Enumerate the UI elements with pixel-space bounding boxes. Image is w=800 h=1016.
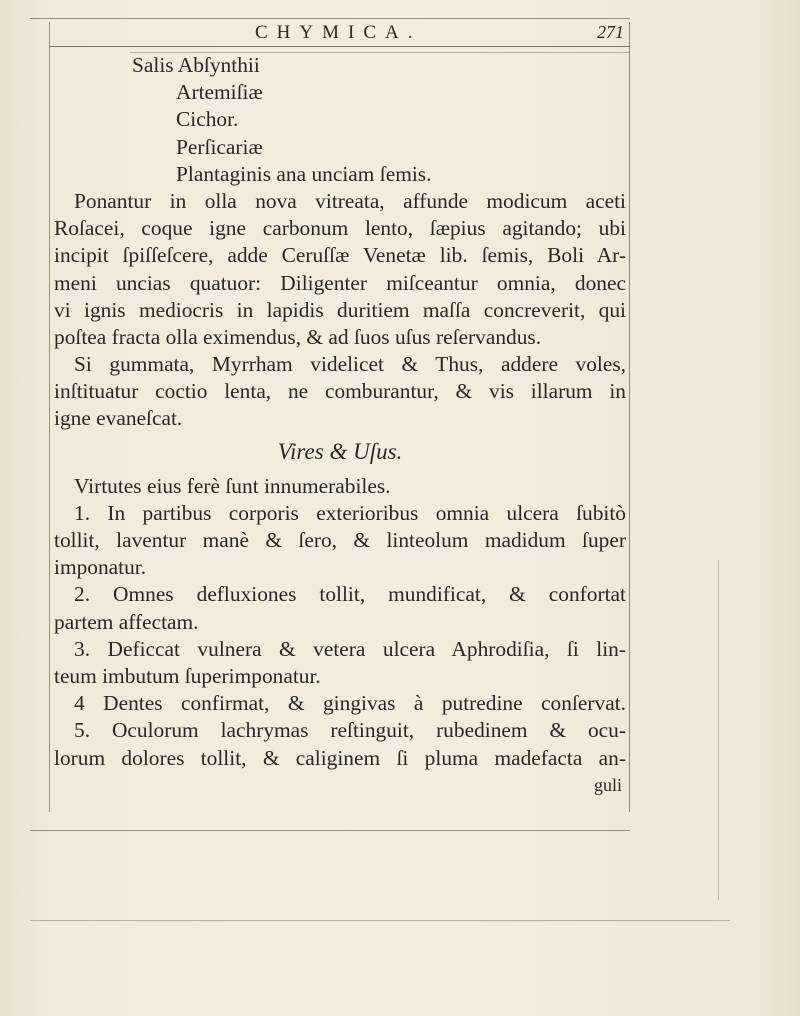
running-head: [50, 22, 630, 46]
virtues-line: imponatur.: [54, 555, 147, 580]
body-line: Si gummata, Myrrham videlicet & Thus, addere voles,: [74, 352, 626, 377]
body-line: igne evaneſcat.: [54, 406, 183, 431]
running-title: CHYMICA.: [255, 22, 422, 43]
virtues-line: teum imbutum ſuperimponatur.: [54, 663, 321, 688]
ingredient-line: Perſicariæ: [176, 134, 263, 159]
ingredient-line: Cichor.: [176, 107, 239, 132]
body-line: Ponantur in olla nova vitreata, affunde modicum aceti: [74, 188, 626, 213]
body-line: poſtea fracta olla eximendus, & ad ſuos uſus reſervandus.: [54, 324, 542, 349]
virtues-line: tollit, laventur manè & ſero, & linteolum madidum ſuper: [54, 528, 626, 552]
body-line: Roſacei, coque igne carbonum lento, ſæpius agitando; ubi: [54, 216, 626, 241]
next-page-edge-rule: [718, 560, 719, 900]
ingredient-line: Plantaginis ana unciam ſemis.: [176, 161, 432, 186]
virtues-line: 4 Dentes confirmat, & gingivas à putredine conſervat.: [74, 691, 626, 716]
virtues-line: lorum dolores tollit, & caliginem ſi pluma madefacta an-: [54, 745, 626, 770]
page-text: [54, 52, 626, 799]
top-frame-rule: [30, 18, 630, 19]
left-frame-rule: [49, 22, 50, 812]
body-line: meni uncias quatuor: Diligenter miſceantur omnia, donec: [54, 270, 626, 295]
virtues-line: 5. Oculorum lachrymas reſtinguit, rubedinem & ocu-: [74, 718, 626, 743]
ingredient-line: Artemiſiæ: [176, 80, 263, 105]
virtues-line: Virtutes eius ferè ſunt innumerabiles.: [74, 473, 391, 498]
right-frame-rule: [629, 22, 630, 812]
body-line: inſtituatur coctio lenta, ne comburantur, & vis illarum in: [54, 379, 626, 404]
running-head-rule: [50, 46, 630, 47]
catchword: guli: [593, 774, 622, 795]
bottom-frame-rule: [30, 830, 630, 831]
virtues-line: partem affectam.: [54, 609, 199, 634]
body-line: incipit ſpiſſeſcere, adde Ceruſſæ Venetæ lib. ſemis, Boli Ar-: [54, 243, 626, 268]
section-heading: Vires & Uſus.: [277, 438, 403, 464]
virtues-line: 2. Omnes defluxiones tollit, mundificat, & confortat: [74, 582, 626, 607]
virtues-line: 3. Deficcat vulnera & vetera ulcera Aphrodiſia, ſi lin-: [74, 636, 626, 661]
body-line: vi ignis mediocris in lapidis duritiem maſſa concreverit, qui: [54, 297, 626, 322]
virtues-line: 1. In partibus corporis exterioribus omnia ulcera ſubitò: [74, 500, 626, 525]
lower-edge-rule: [30, 920, 730, 921]
page-number: 271: [597, 22, 624, 42]
ingredient-line: Salis Abſynthii: [132, 53, 260, 77]
